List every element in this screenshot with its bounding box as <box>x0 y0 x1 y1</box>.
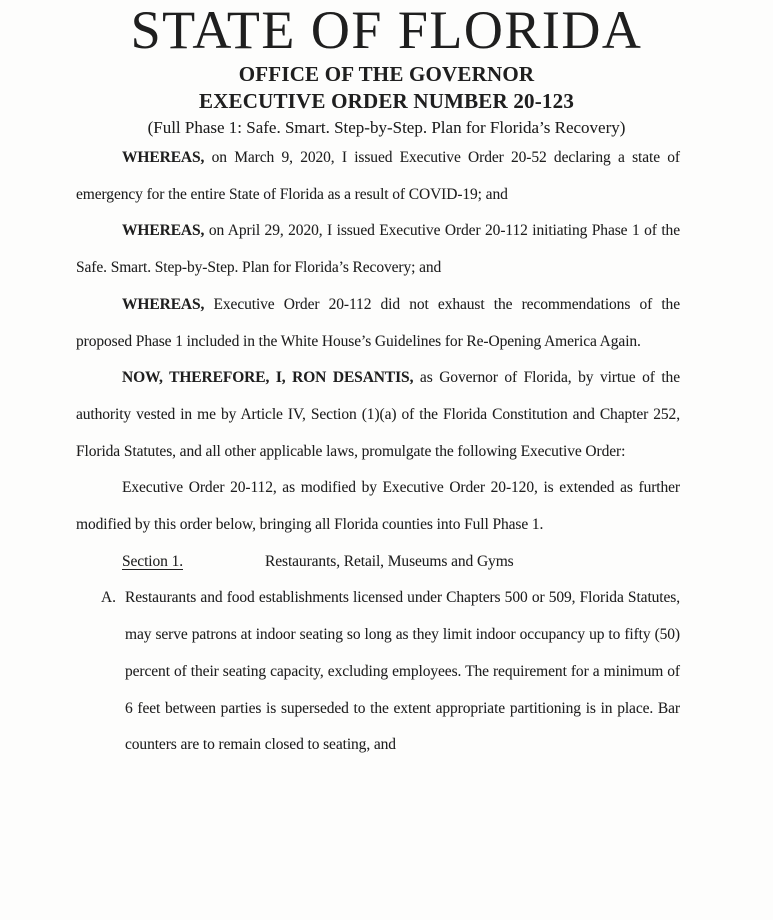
whereas-paragraph-2 <box>76 213 680 286</box>
extension-paragraph <box>76 470 680 543</box>
whereas-text-2: on April 29, 2020, I issued Executive Order 20-112 initiating Phase 1 of the Safe. Smart. Step-by-Step. Plan for Florida’s Recovery; and <box>76 222 680 277</box>
whereas-text-3: Executive Order 20-112 did not exhaust the recommendations of the proposed Phase 1 included in the White House’s Guidelines for Re-Opening America Again. <box>76 295 680 350</box>
whereas-paragraph-3 <box>76 287 680 360</box>
whereas-text-1: on March 9, 2020, I issued Executive Order 20-52 declaring a state of emergency for the entire State of Florida as a result of COVID-19; and <box>76 149 680 203</box>
whereas-paragraph-1 <box>76 140 680 213</box>
section-1-line <box>76 544 680 581</box>
document-header <box>0 0 773 141</box>
now-therefore-lead: NOW, THEREFORE, I, RON DESANTIS, <box>122 369 414 387</box>
state-title: STATE OF FLORIDA <box>130 0 643 60</box>
list-item-a-marker: A. <box>101 589 116 607</box>
office-of-governor-line: OFFICE OF THE GOVERNOR <box>238 62 535 86</box>
list-item-a-text: Restaurants and food establishments licensed under Chapters 500 or 509, Florida Statutes, may serve patrons at indoor seating so long as they limit indoor occupancy up to fifty (50) percent of their seating capacity, excluding employees. The requirement for a minimum of 6 feet between parties is superseded to the extent appropriate partitioning is in place. Bar counters are to remain closed to seating, and <box>125 589 680 754</box>
section-1-label: Section 1. <box>122 552 183 570</box>
executive-order-number-line: EXECUTIVE ORDER NUMBER 20-123 <box>198 89 575 113</box>
now-therefore-text: as Governor of Florida, by virtue of the authority vested in me by Article IV, Section (1)(a) of the Florida Constitution and Chapter 252, Florida Statutes, and all other applicable laws, promulgate the following Executive Order: <box>76 369 680 460</box>
whereas-lead-3: WHEREAS, <box>122 295 205 313</box>
list-item-a <box>101 580 680 764</box>
now-therefore-paragraph <box>76 360 680 470</box>
whereas-lead-2: WHEREAS, <box>122 222 205 240</box>
whereas-lead-1: WHEREAS, <box>122 149 205 166</box>
section-1-heading: Restaurants, Retail, Museums and Gyms <box>265 552 514 570</box>
document-body <box>76 140 680 764</box>
order-subtitle: (Full Phase 1: Safe. Smart. Step-by-Step. Plan for Florida’s Recovery) <box>147 118 626 137</box>
extension-text: Executive Order 20-112, as modified by Executive Order 20-120, is extended as further modified by this order below, bringing all Florida counties into Full Phase 1. <box>76 479 680 534</box>
